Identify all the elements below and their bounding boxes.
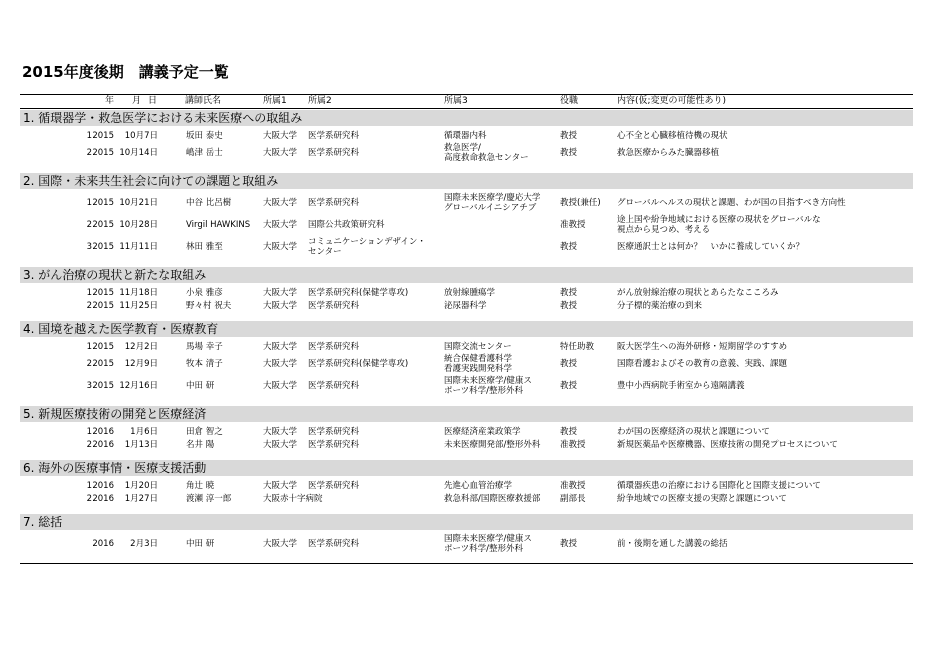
cell-aff1: 大阪大学 xyxy=(263,287,298,298)
cell-year: 2016 xyxy=(92,493,114,504)
cell-year: 2015 xyxy=(92,130,114,141)
cell-pos: 教授 xyxy=(560,539,578,549)
table-row xyxy=(20,534,913,554)
cell-year: 2015 xyxy=(92,381,114,391)
table-row xyxy=(20,130,913,141)
section-gap xyxy=(20,257,913,266)
cell-aff3: 医療経済産業政策学 xyxy=(444,426,521,437)
cell-no: 2 xyxy=(86,359,92,369)
cell-year: 2016 xyxy=(92,426,114,437)
cell-aff3: 国際未来医療学/健康ス ポーツ科学/整形外科 xyxy=(444,376,532,396)
cell-aff1: 大阪大学 xyxy=(263,480,298,491)
cell-content: 救急医療からみた臓器移植 xyxy=(617,148,720,158)
cell-content: 途上国や紛争地域における医療の現状をグローバルな 視点から見つめ、考える xyxy=(617,215,821,235)
cell-name: 名井 陽 xyxy=(186,439,215,450)
section-gap xyxy=(20,450,913,459)
cell-no: 1 xyxy=(86,426,92,437)
cell-year: 2016 xyxy=(92,439,114,450)
cell-date: 10月14日 xyxy=(119,148,158,158)
table-bottom-rule xyxy=(20,563,913,564)
cell-date: 1月13日 xyxy=(124,439,158,450)
header-month: 月 xyxy=(132,96,142,106)
cell-content: 新規医薬品や医療機器、医療技術の開発プロセスについて xyxy=(617,439,838,450)
cell-pos: 准教授 xyxy=(560,439,586,450)
table-row xyxy=(20,480,913,491)
cell-year: 2016 xyxy=(92,539,114,549)
header-lecturer: 講師氏名 xyxy=(185,96,222,106)
cell-no: 2 xyxy=(86,493,92,504)
cell-name: 牧本 清子 xyxy=(186,359,223,369)
cell-aff3: 泌尿器科学 xyxy=(444,300,487,311)
cell-pos: 准教授 xyxy=(560,480,586,491)
cell-content: 紛争地域での医療支援の実際と課題について xyxy=(617,493,787,504)
cell-no: 1 xyxy=(86,287,92,298)
cell-name: 小泉 雅彦 xyxy=(186,287,223,298)
section-gap xyxy=(20,163,913,172)
cell-pos: 教授 xyxy=(560,287,578,298)
cell-pos: 特任助教 xyxy=(560,341,595,352)
section-heading: 5. 新規医療技術の開発と医療経済 xyxy=(20,406,913,422)
cell-date: 12月9日 xyxy=(124,359,158,369)
cell-aff2: 医学系研究科 xyxy=(308,480,360,491)
cell-name: 嶋津 岳士 xyxy=(186,148,223,158)
cell-pos: 教授 xyxy=(560,130,578,141)
table-row xyxy=(20,215,913,235)
cell-content: グローバルヘルスの現状と課題、わが国の目指すべき方向性 xyxy=(617,198,846,208)
cell-aff3: 国際未来医療学/健康ス ポーツ科学/整形外科 xyxy=(444,534,532,554)
header-aff1: 所属1 xyxy=(263,96,287,106)
cell-pos: 副部長 xyxy=(560,493,586,504)
cell-aff1: 大阪大学 xyxy=(263,426,298,437)
cell-name: Virgil HAWKINS xyxy=(186,220,251,230)
cell-pos: 教授 xyxy=(560,242,578,252)
cell-date: 1月6日 xyxy=(130,426,158,437)
cell-year: 2015 xyxy=(92,359,114,369)
section-heading: 4. 国境を越えた医学教育・医療教育 xyxy=(20,321,913,337)
cell-year: 2015 xyxy=(92,242,114,252)
section-heading: 6. 海外の医療事情・医療支援活動 xyxy=(20,460,913,476)
cell-aff1: 大阪大学 xyxy=(263,220,298,230)
table-row xyxy=(20,193,913,213)
cell-no: 1 xyxy=(86,480,92,491)
cell-pos: 教授 xyxy=(560,300,578,311)
cell-year: 2015 xyxy=(92,300,114,311)
cell-date: 10月28日 xyxy=(119,220,158,230)
cell-aff1: 大阪赤十字病院 xyxy=(263,493,323,504)
cell-content: 医療通訳士とは何か？ いかに養成していくか？ xyxy=(617,242,805,252)
cell-content: 循環器疾患の治療における国際化と国際支援について xyxy=(617,480,821,491)
cell-aff3: 統合保健看護科学 看護実践開発科学 xyxy=(444,354,513,374)
section-gap xyxy=(20,554,913,563)
table-row xyxy=(20,143,913,163)
cell-aff3: 救急科部/国際医療救援部 xyxy=(444,493,541,504)
cell-year: 2015 xyxy=(92,198,114,208)
section-heading: 1. 循環器学・救急医学における未来医療への取組み xyxy=(20,110,913,126)
section-heading: 3. がん治療の現状と新たな取組み xyxy=(20,267,913,283)
cell-date: 11月25日 xyxy=(119,300,158,311)
cell-aff2: 医学系研究科 xyxy=(308,341,360,352)
cell-name: 中谷 比呂樹 xyxy=(186,198,232,208)
cell-aff2: 国際公共政策研究科 xyxy=(308,220,385,230)
table-row xyxy=(20,287,913,298)
cell-aff1: 大阪大学 xyxy=(263,439,298,450)
cell-name: 渡瀬 淳一郎 xyxy=(186,493,232,504)
table-row xyxy=(20,439,913,450)
cell-aff3: 国際未来医療学/慶応大学 グローバルイニシアチブ xyxy=(444,193,541,213)
header-position: 役職 xyxy=(560,96,579,106)
table-row xyxy=(20,341,913,352)
cell-name: 中田 研 xyxy=(186,381,215,391)
cell-no: 3 xyxy=(86,242,92,252)
cell-aff1: 大阪大学 xyxy=(263,242,298,252)
table-row xyxy=(20,493,913,504)
cell-no: 2 xyxy=(86,148,92,158)
cell-name: 中田 研 xyxy=(186,539,215,549)
cell-no: 1 xyxy=(86,198,92,208)
cell-aff2: 医学系研究科 xyxy=(308,439,360,450)
cell-year: 2015 xyxy=(92,148,114,158)
cell-date: 1月20日 xyxy=(124,480,158,491)
cell-no: 2 xyxy=(86,220,92,230)
cell-aff2: 医学系研究科 xyxy=(308,381,360,391)
cell-aff2: 医学系研究科 xyxy=(308,148,360,158)
cell-pos: 教授 xyxy=(560,148,578,158)
cell-content: 国際看護およびその教育の意義、実践、課題 xyxy=(617,359,788,369)
cell-aff1: 大阪大学 xyxy=(263,341,298,352)
cell-content: がん放射線治療の現状とあらたなこころみ xyxy=(617,287,779,298)
page-title: 2015年度後期 講義予定一覧 xyxy=(22,63,229,81)
table-body xyxy=(20,110,913,563)
table-row xyxy=(20,300,913,311)
cell-pos: 教授(兼任) xyxy=(560,198,601,208)
cell-aff2: 医学系研究科 xyxy=(308,300,360,311)
cell-name: 角辻 暁 xyxy=(186,480,215,491)
table-row xyxy=(20,354,913,374)
cell-date: 11月11日 xyxy=(119,242,158,252)
table-header xyxy=(20,94,913,109)
cell-pos: 准教授 xyxy=(560,220,586,230)
cell-aff2: 医学系研究科 xyxy=(308,539,360,549)
cell-name: 野々村 祝夫 xyxy=(186,300,232,311)
cell-date: 10月7日 xyxy=(124,130,158,141)
cell-no: 1 xyxy=(86,341,92,352)
cell-aff1: 大阪大学 xyxy=(263,130,298,141)
cell-aff1: 大阪大学 xyxy=(263,148,298,158)
cell-aff2: 医学系研究科 xyxy=(308,426,360,437)
cell-content: 心不全と心臓移植待機の現状 xyxy=(617,130,728,141)
cell-content: 阪大医学生への海外研修・短期留学のすすめ xyxy=(617,341,788,352)
table-row xyxy=(20,426,913,437)
cell-date: 2月3日 xyxy=(130,539,158,549)
cell-name: 林田 雅至 xyxy=(186,242,223,252)
cell-aff1: 大阪大学 xyxy=(263,381,298,391)
cell-year: 2015 xyxy=(92,220,114,230)
cell-aff2: 医学系研究科 xyxy=(308,130,360,141)
cell-name: 田倉 智之 xyxy=(186,426,223,437)
cell-aff3: 放射線腫瘍学 xyxy=(444,287,496,298)
cell-date: 12月2日 xyxy=(124,341,158,352)
cell-year: 2015 xyxy=(92,341,114,352)
cell-aff2: 医学系研究科(保健学専攻) xyxy=(308,287,409,298)
section-gap xyxy=(20,396,913,405)
cell-no: 2 xyxy=(86,300,92,311)
cell-aff2: 医学系研究科 xyxy=(308,198,360,208)
cell-aff3: 救急医学/ 高度救命救急センター xyxy=(444,143,529,163)
header-content: 内容(仮;変更の可能性あり) xyxy=(617,96,727,106)
cell-aff1: 大阪大学 xyxy=(263,539,298,549)
lecture-table xyxy=(20,94,913,564)
header-day: 日 xyxy=(148,96,158,106)
section-heading: 2. 国際・未来共生社会に向けての課題と取組み xyxy=(20,173,913,189)
cell-name: 馬場 幸子 xyxy=(186,341,223,352)
cell-content: 分子標的薬治療の到来 xyxy=(617,300,703,311)
cell-content: 前・後期を通した講義の総括 xyxy=(617,539,728,549)
table-row xyxy=(20,376,913,396)
cell-no: 2 xyxy=(86,439,92,450)
header-aff3: 所属3 xyxy=(444,96,468,106)
cell-pos: 教授 xyxy=(560,359,578,369)
cell-content: 豊中小西病院手術室から遠隔講義 xyxy=(617,381,745,391)
cell-aff2: 医学系研究科(保健学専攻) xyxy=(308,359,409,369)
cell-name: 坂田 泰史 xyxy=(186,130,223,141)
cell-aff1: 大阪大学 xyxy=(263,300,298,311)
cell-aff3: 先進心血管治療学 xyxy=(444,480,513,491)
cell-content: わが国の医療経済の現状と課題について xyxy=(617,426,770,437)
section-heading: 7. 総括 xyxy=(20,514,913,530)
cell-year: 2016 xyxy=(92,480,114,491)
cell-pos: 教授 xyxy=(560,426,578,437)
cell-aff3: 循環器内科 xyxy=(444,130,487,141)
cell-no: 1 xyxy=(86,130,92,141)
header-aff2: 所属2 xyxy=(308,96,332,106)
cell-no: 3 xyxy=(86,381,92,391)
section-gap xyxy=(20,311,913,320)
cell-aff2: コミュニケーションデザイン・ センター xyxy=(308,237,426,257)
section-gap xyxy=(20,504,913,513)
header-year: 年 xyxy=(105,96,115,106)
cell-aff1: 大阪大学 xyxy=(263,359,298,369)
cell-date: 1月27日 xyxy=(124,493,158,504)
cell-aff1: 大阪大学 xyxy=(263,198,298,208)
cell-date: 11月18日 xyxy=(119,287,158,298)
table-row xyxy=(20,237,913,257)
cell-pos: 教授 xyxy=(560,381,578,391)
cell-date: 12月16日 xyxy=(119,381,158,391)
cell-date: 10月21日 xyxy=(119,198,158,208)
cell-aff3: 国際交流センター xyxy=(444,341,512,352)
cell-year: 2015 xyxy=(92,287,114,298)
cell-aff3: 未来医療開発部/整形外科 xyxy=(444,439,541,450)
